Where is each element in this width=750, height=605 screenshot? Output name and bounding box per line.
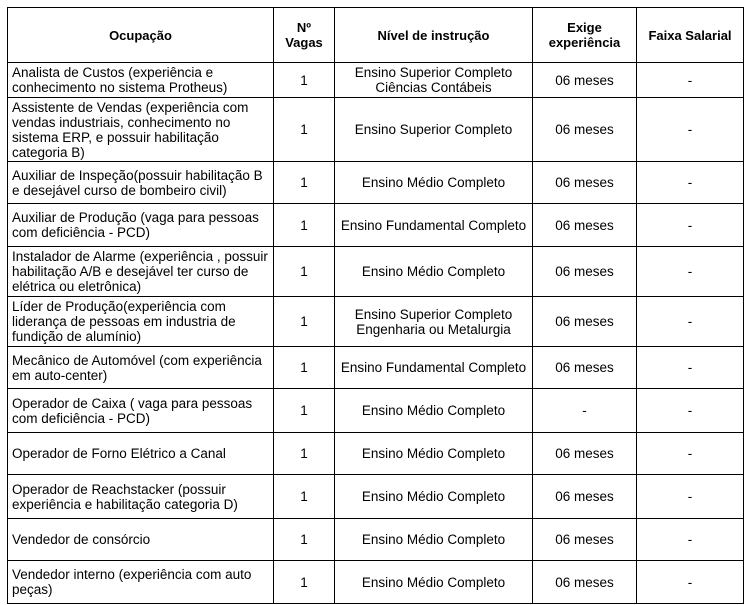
jobs-table (7, 7, 744, 604)
cell-salary: - (637, 561, 744, 604)
cell-education: Ensino Superior Completo (335, 98, 533, 162)
cell-experience: 06 meses (533, 297, 637, 347)
cell-vacancies: 1 (274, 63, 335, 98)
cell-experience: 06 meses (533, 63, 637, 98)
cell-vacancies: 1 (274, 433, 335, 475)
cell-vacancies: 1 (274, 98, 335, 162)
table-row (8, 433, 744, 475)
table-row (8, 475, 744, 519)
cell-education: Ensino Médio Completo (335, 433, 533, 475)
cell-salary: - (637, 519, 744, 561)
table-row (8, 347, 744, 389)
cell-occupation: Auxiliar de Inspeção(possuir habilitação B e desejável curso de bombeiro civil) (8, 162, 274, 204)
cell-education: Ensino Superior Completo Ciências Contábeis (335, 63, 533, 98)
cell-education: Ensino Médio Completo (335, 561, 533, 604)
cell-vacancies: 1 (274, 475, 335, 519)
table-row (8, 98, 744, 162)
cell-salary: - (637, 247, 744, 297)
cell-salary: - (637, 389, 744, 433)
header-occupation: Ocupação (8, 8, 274, 63)
cell-experience: 06 meses (533, 475, 637, 519)
cell-salary: - (637, 347, 744, 389)
table-row (8, 204, 744, 247)
cell-occupation: Vendedor interno (experiência com auto peças) (8, 561, 274, 604)
cell-occupation: Assistente de Vendas (experiência com vendas industriais, conhecimento no sistema ERP, e possuir habilitação categoria B) (8, 98, 274, 162)
cell-salary: - (637, 204, 744, 247)
cell-education: Ensino Médio Completo (335, 519, 533, 561)
cell-experience: 06 meses (533, 98, 637, 162)
cell-salary: - (637, 98, 744, 162)
cell-vacancies: 1 (274, 204, 335, 247)
cell-education: Ensino Fundamental Completo (335, 347, 533, 389)
cell-education: Ensino Médio Completo (335, 247, 533, 297)
cell-vacancies: 1 (274, 297, 335, 347)
cell-occupation: Vendedor de consórcio (8, 519, 274, 561)
cell-occupation: Operador de Forno Elétrico a Canal (8, 433, 274, 475)
table-row (8, 63, 744, 98)
cell-education: Ensino Médio Completo (335, 475, 533, 519)
cell-experience: 06 meses (533, 347, 637, 389)
cell-vacancies: 1 (274, 247, 335, 297)
cell-vacancies: 1 (274, 347, 335, 389)
cell-experience: 06 meses (533, 519, 637, 561)
table-row (8, 389, 744, 433)
header-salary: Faixa Salarial (637, 8, 744, 63)
cell-vacancies: 1 (274, 162, 335, 204)
cell-experience: 06 meses (533, 162, 637, 204)
cell-salary: - (637, 475, 744, 519)
table-row (8, 247, 744, 297)
cell-education: Ensino Fundamental Completo (335, 204, 533, 247)
cell-experience: 06 meses (533, 247, 637, 297)
cell-education: Ensino Superior Completo Engenharia ou Metalurgia (335, 297, 533, 347)
cell-experience: 06 meses (533, 204, 637, 247)
cell-occupation: Operador de Reachstacker (possuir experiência e habilitação categoria D) (8, 475, 274, 519)
cell-salary: - (637, 63, 744, 98)
cell-occupation: Operador de Caixa ( vaga para pessoas com deficiência - PCD) (8, 389, 274, 433)
cell-salary: - (637, 162, 744, 204)
cell-education: Ensino Médio Completo (335, 162, 533, 204)
cell-experience: 06 meses (533, 561, 637, 604)
cell-occupation: Líder de Produção(experiência com liderança de pessoas em industria de fundição de alumínio) (8, 297, 274, 347)
cell-vacancies: 1 (274, 561, 335, 604)
cell-occupation: Analista de Custos (experiência e conhecimento no sistema Protheus) (8, 63, 274, 98)
cell-education: Ensino Médio Completo (335, 389, 533, 433)
header-education: Nível de instrução (335, 8, 533, 63)
header-experience: Exige experiência (533, 8, 637, 63)
cell-vacancies: 1 (274, 519, 335, 561)
cell-vacancies: 1 (274, 389, 335, 433)
header-row (8, 8, 744, 63)
header-vacancies: Nº Vagas (274, 8, 335, 63)
table-row (8, 162, 744, 204)
cell-occupation: Mecânico de Automóvel (com experiência em auto-center) (8, 347, 274, 389)
table-row (8, 561, 744, 604)
cell-salary: - (637, 297, 744, 347)
cell-occupation: Instalador de Alarme (experiência , possuir habilitação A/B e desejável ter curso de elétrica ou eletrônica) (8, 247, 274, 297)
cell-experience: 06 meses (533, 433, 637, 475)
cell-experience: - (533, 389, 637, 433)
table-row (8, 519, 744, 561)
cell-salary: - (637, 433, 744, 475)
cell-occupation: Auxiliar de Produção (vaga para pessoas com deficiência - PCD) (8, 204, 274, 247)
table-row (8, 297, 744, 347)
